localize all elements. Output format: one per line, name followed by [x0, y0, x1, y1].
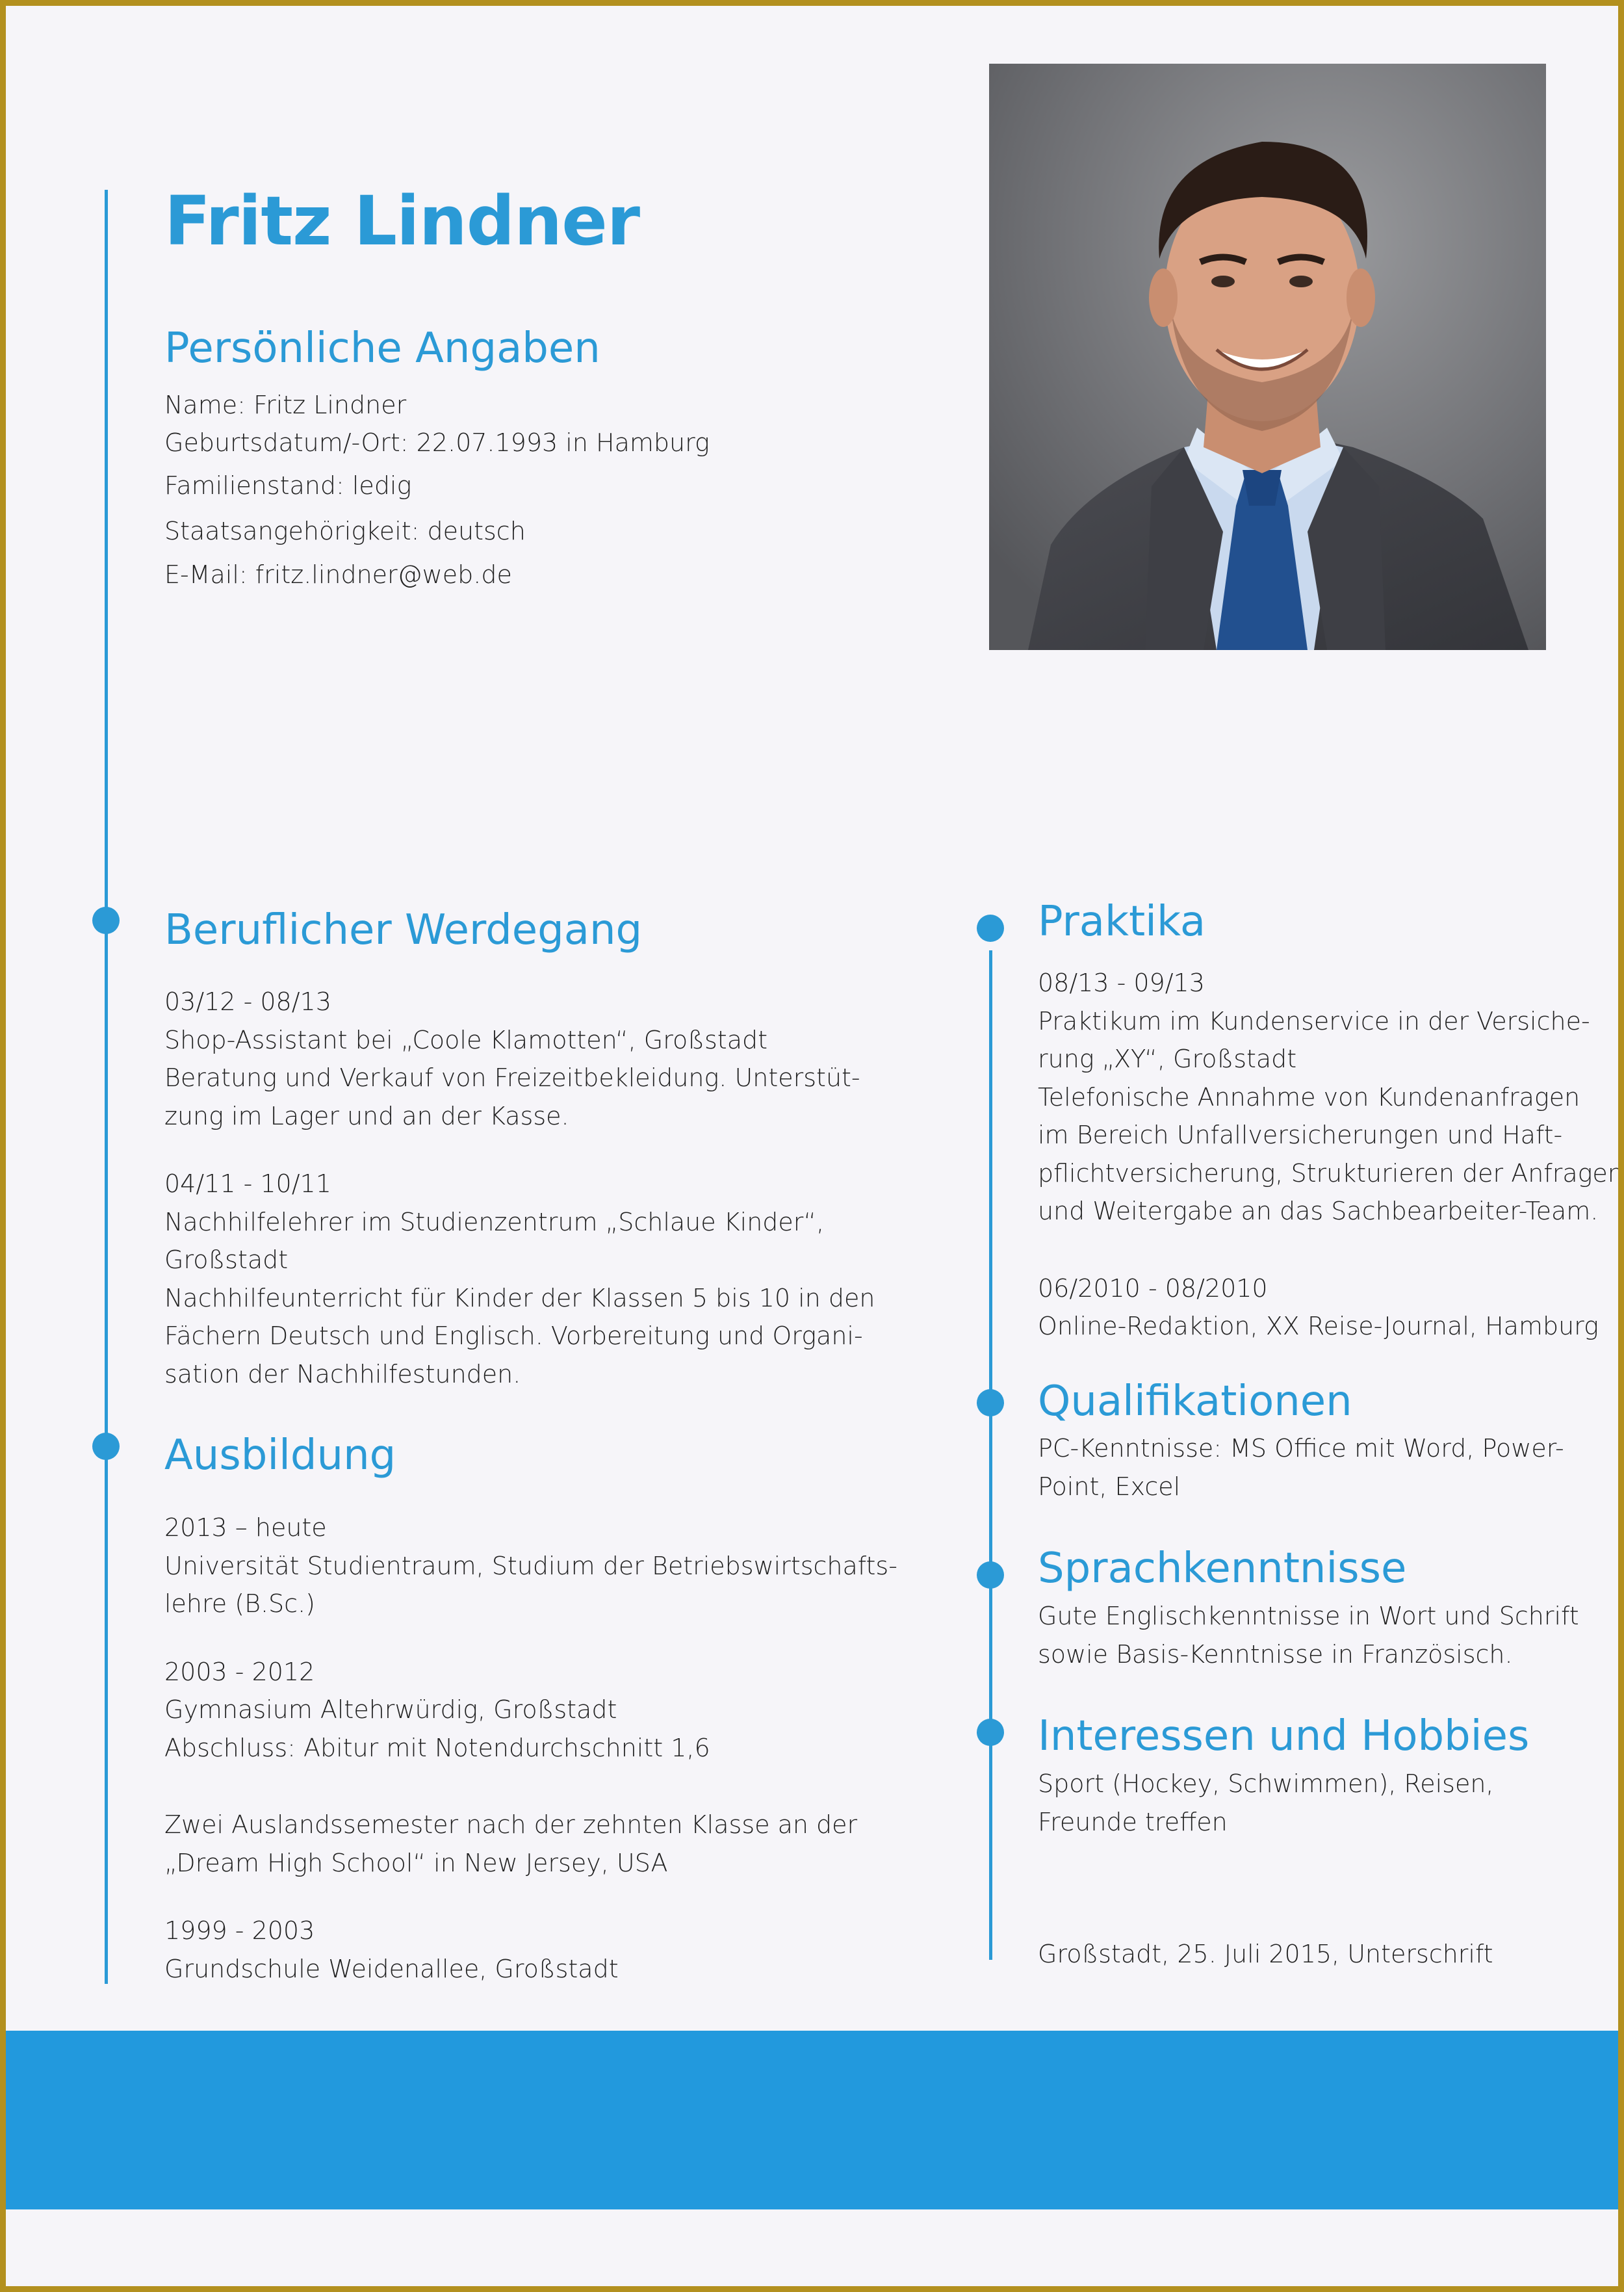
candidate-name: Fritz Lindner [164, 181, 640, 261]
education-line: „Dream High School“ in New Jersey, USA [164, 1848, 668, 1877]
education-entry [164, 1653, 897, 1767]
hobbies-line: Freunde treffen [1038, 1807, 1228, 1836]
internship-line: und Weitergabe an das Sachbearbeiter-Team. [1038, 1197, 1599, 1225]
profile-photo-illustration [989, 64, 1546, 650]
left-timeline [105, 190, 108, 1984]
personal-line: Name: Fritz Lindner [164, 391, 407, 419]
timeline-dot-languages [977, 1561, 1004, 1589]
internships-title: Praktika [1038, 898, 1206, 946]
education-line: Zwei Auslandssemester nach der zehnten Klasse an der [164, 1810, 858, 1839]
timeline-dot-qualifications [977, 1389, 1004, 1416]
education-line: Gymnasium Altehrwürdig, Großstadt [164, 1695, 617, 1724]
education-line: 2003 - 2012 [164, 1657, 315, 1686]
education-entries [164, 1509, 897, 1988]
hobbies-title: Interessen und Hobbies [1038, 1712, 1530, 1760]
education-line: Universität Studientraum, Studium der Betriebswirtschafts- [164, 1551, 897, 1580]
languages-text [1038, 1597, 1579, 1673]
internship-line: pflichtversicherung, Strukturieren der Anfragen [1038, 1158, 1623, 1188]
qualifications-line: Point, Excel [1038, 1472, 1181, 1501]
qualifications-text [1038, 1429, 1564, 1505]
career-line: Nachhilfeunterricht für Kinder der Klassen 5 bis 10 in den [164, 1283, 875, 1312]
hobbies-line: Sport (Hockey, Schwimmen), Reisen, [1038, 1769, 1494, 1798]
career-line: 04/11 - 10/11 [164, 1169, 331, 1198]
timeline-dot-hobbies [977, 1719, 1004, 1746]
internship-entry [1038, 964, 1623, 1231]
career-line: Großstadt [164, 1245, 289, 1274]
right-timeline [989, 950, 992, 1960]
internship-line: 06/2010 - 08/2010 [1038, 1273, 1268, 1303]
footer-bar [6, 2031, 1618, 2209]
profile-photo [989, 64, 1546, 650]
internship-line: Telefonische Annahme von Kundenanfragen [1038, 1082, 1580, 1112]
internship-line: rung „XY“, Großstadt [1038, 1045, 1297, 1073]
internship-line: Praktikum im Kundenservice in der Versiche- [1038, 1006, 1590, 1035]
career-entries [164, 983, 875, 1393]
personal-line: Staatsangehörigkeit: deutsch [164, 517, 526, 545]
career-line: zung im Lager und an der Kasse. [164, 1101, 569, 1130]
career-line: Shop-Assistant bei „Coole Klamotten“, Großstadt [164, 1025, 767, 1054]
personal-details [164, 387, 710, 596]
internship-entries [1038, 964, 1623, 1346]
career-line: Fächern Deutsch und Englisch. Vorbereitung und Organi- [164, 1322, 863, 1350]
career-entry [164, 983, 875, 1135]
education-line: lehre (B.Sc.) [164, 1589, 315, 1618]
career-line: 03/12 - 08/13 [164, 987, 331, 1016]
career-entry [164, 1165, 875, 1393]
timeline-dot-education [92, 1433, 120, 1460]
career-line: Beratung und Verkauf von Freizeitbekleidung. Unterstüt- [164, 1063, 860, 1092]
email-link[interactable]: E-Mail: fritz.lindner@web.de [164, 560, 512, 589]
cv-page [6, 6, 1623, 2286]
timeline-dot-career [92, 907, 120, 934]
languages-title: Sprachkenntnisse [1038, 1544, 1407, 1593]
education-line: Grundschule Weidenallee, Großstadt [164, 1954, 619, 1983]
career-line: Nachhilfelehrer im Studienzentrum „Schlaue Kinder“, [164, 1207, 825, 1236]
education-line: 1999 - 2003 [164, 1916, 315, 1945]
internship-entry [1038, 1270, 1623, 1346]
education-title: Ausbildung [164, 1431, 396, 1479]
internship-line: im Bereich Unfallversicherungen und Haft- [1038, 1121, 1563, 1149]
personal-line: Geburtsdatum/-Ort: 22.07.1993 in Hamburg [164, 428, 710, 457]
career-line: sation der Nachhilfestunden. [164, 1359, 521, 1388]
languages-line: sowie Basis-Kenntnisse in Französisch. [1038, 1639, 1513, 1669]
signature-text: Großstadt, 25. Juli 2015, Unterschrift [1038, 1940, 1493, 1968]
education-entry [164, 1509, 897, 1623]
education-line: 2013 – heute [164, 1513, 327, 1542]
internship-line: Online-Redaktion, XX Reise-Journal, Hamburg [1038, 1312, 1599, 1340]
qualifications-title: Qualifikationen [1038, 1377, 1352, 1426]
languages-line: Gute Englischkenntnisse in Wort und Schrift [1038, 1602, 1579, 1630]
signature-line [1038, 1935, 1493, 1973]
timeline-dot-internships [977, 915, 1004, 942]
career-title: Beruflicher Werdegang [164, 906, 643, 954]
hobbies-text [1038, 1765, 1494, 1841]
education-line: Abschluss: Abitur mit Notendurchschnitt 1,6 [164, 1733, 710, 1762]
personal-line: Familienstand: ledig [164, 471, 412, 500]
internship-line: 08/13 - 09/13 [1038, 969, 1205, 997]
personal-title: Persönliche Angaben [164, 324, 600, 372]
education-entry [164, 1912, 897, 1988]
education-entry [164, 1806, 897, 1882]
qualifications-line: PC-Kenntnisse: MS Office mit Word, Power- [1038, 1434, 1564, 1463]
